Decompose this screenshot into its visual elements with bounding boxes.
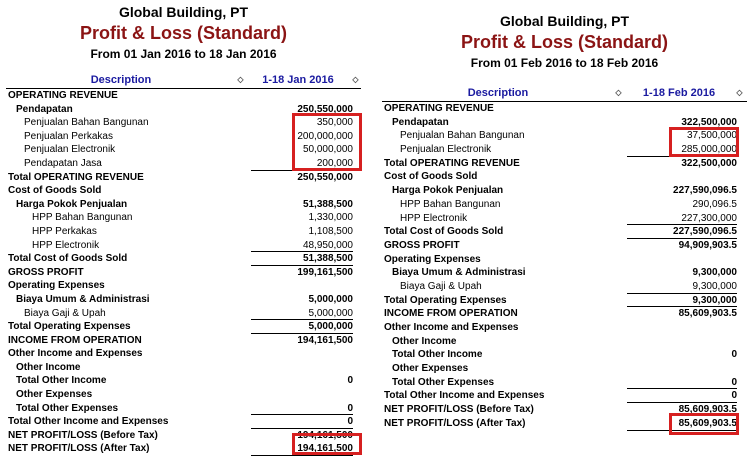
row-amount: 322,500,000: [681, 157, 737, 169]
row-label: Total Other Income and Expenses: [8, 416, 169, 428]
report-row: [382, 212, 747, 226]
sort-icon[interactable]: ◇: [736, 88, 743, 97]
report-jan: [6, 0, 361, 456]
report-row: [382, 170, 747, 184]
column-header: [6, 74, 361, 89]
report-row: [382, 198, 747, 212]
report-row: [382, 376, 747, 390]
report-row: [6, 198, 361, 212]
row-label: Other Income and Expenses: [384, 322, 519, 333]
row-label: OPERATING REVENUE: [8, 90, 118, 101]
report-row: [6, 252, 361, 266]
row-label: INCOME FROM OPERATION: [8, 334, 142, 346]
row-amount: 199,161,500: [297, 266, 353, 278]
row-amount: 0: [347, 402, 353, 414]
highlight-box: [292, 113, 362, 171]
row-amount: 85,609,903.5: [678, 308, 737, 320]
row-label: Biaya Gaji & Upah: [24, 307, 106, 319]
report-row: [382, 280, 747, 294]
row-label: Penjualan Electronik: [24, 144, 116, 156]
report-row: [382, 266, 747, 280]
row-label: Total Other Expenses: [392, 376, 495, 388]
row-amount: 285,000,000: [681, 144, 737, 156]
report-row: [382, 294, 747, 308]
highlight-box: [669, 127, 739, 157]
report-row: [6, 361, 361, 375]
row-amount: 5,000,000: [308, 293, 353, 305]
row-amount: 50,000,000: [302, 144, 353, 156]
report-period: From 01 Jan 2016 to 18 Jan 2016: [90, 47, 277, 61]
report-row: [6, 225, 361, 239]
row-amount: 250,550,000: [297, 103, 353, 115]
report-row: [6, 388, 361, 402]
col-description[interactable]: Description: [90, 74, 152, 86]
report-row: [382, 348, 747, 362]
report-row: [6, 334, 361, 348]
row-label: Total Other Income: [16, 375, 107, 387]
row-amount: 194,161,500: [297, 443, 353, 455]
row-amount: 85,609,903.5: [678, 404, 737, 416]
sort-icon[interactable]: ◇: [352, 75, 359, 84]
row-label: INCOME FROM OPERATION: [384, 308, 518, 320]
row-amount: 5,000,000: [308, 307, 353, 319]
row-amount: 9,300,000: [692, 267, 737, 279]
report-period: From 01 Feb 2016 to 18 Feb 2016: [470, 56, 659, 70]
row-label: NET PROFIT/LOSS (Before Tax): [8, 429, 158, 441]
row-amount: 227,300,000: [681, 212, 737, 224]
report-row: [382, 321, 747, 335]
row-label: Operating Expenses: [8, 280, 105, 292]
report-row: [6, 347, 361, 361]
report-row: [6, 266, 361, 280]
row-amount: 0: [347, 416, 353, 428]
row-label: Total Cost of Goods Sold: [8, 253, 128, 265]
row-label: Total Other Income and Expenses: [384, 390, 545, 402]
row-amount: 290,096.5: [692, 198, 737, 210]
row-amount: 250,550,000: [297, 171, 353, 183]
report-row: [382, 225, 747, 239]
row-amount: 5,000,000: [308, 321, 353, 333]
row-label: Pendapatan Jasa: [24, 157, 102, 169]
row-amount: 350,000: [316, 117, 353, 129]
row-amount: 0: [731, 349, 737, 361]
sort-icon[interactable]: ◇: [615, 88, 622, 97]
row-amount: 194,161,500: [297, 334, 353, 346]
row-label: Other Income: [392, 335, 457, 347]
row-amount: 9,300,000: [692, 280, 737, 292]
company-name: Global Building, PT: [499, 13, 630, 29]
row-label: HPP Perkakas: [32, 225, 97, 237]
row-label: NET PROFIT/LOSS (After Tax): [384, 417, 526, 429]
row-label: Biaya Umum & Administrasi: [392, 267, 526, 279]
report-header: [6, 0, 361, 64]
row-label: HPP Bahan Bangunan: [400, 198, 501, 210]
report-row: [6, 320, 361, 334]
row-label: Other Expenses: [392, 363, 469, 375]
report-row: [382, 335, 747, 349]
row-amount: 0: [347, 375, 353, 387]
row-label: Cost of Goods Sold: [8, 185, 102, 197]
report-row: [382, 184, 747, 198]
row-amount: 200,000,000: [297, 130, 353, 142]
row-label: Total Other Expenses: [16, 402, 119, 414]
report-row: [6, 374, 361, 388]
row-label: NET PROFIT/LOSS (After Tax): [8, 443, 150, 455]
row-label: HPP Electronik: [32, 239, 100, 251]
row-label: Total Cost of Goods Sold: [384, 226, 504, 238]
report-row: [6, 89, 361, 103]
sort-icon[interactable]: ◇: [237, 75, 244, 84]
row-amount: 9,300,000: [692, 294, 737, 306]
row-label: GROSS PROFIT: [384, 239, 460, 251]
report-row: [382, 307, 747, 321]
report-row: [6, 293, 361, 307]
row-amount: 322,500,000: [681, 116, 737, 128]
row-label: Penjualan Perkakas: [24, 130, 113, 142]
row-label: Total Operating Expenses: [384, 294, 507, 306]
report-row: [6, 402, 361, 416]
row-label: Harga Pokok Penjualan: [16, 198, 128, 210]
report-row: [6, 211, 361, 225]
row-amount: 37,500,000: [686, 130, 737, 142]
row-label: Total Operating Expenses: [8, 321, 131, 333]
row-amount: 227,590,096.5: [673, 185, 737, 197]
row-label: Other Expenses: [16, 389, 93, 401]
row-label: Total OPERATING REVENUE: [384, 157, 520, 169]
row-amount: 0: [731, 376, 737, 388]
report-row: [382, 239, 747, 253]
row-label: Penjualan Bahan Bangunan: [24, 117, 149, 129]
row-amount: 194,161,500: [297, 429, 353, 441]
col-description[interactable]: Description: [467, 87, 529, 99]
row-amount: 51,388,500: [302, 253, 353, 265]
row-label: HPP Bahan Bangunan: [32, 212, 133, 224]
report-row: [382, 102, 747, 116]
row-amount: 1,330,000: [308, 212, 353, 224]
row-label: Other Income: [16, 361, 81, 373]
row-label: NET PROFIT/LOSS (Before Tax): [384, 404, 534, 416]
report-row: [6, 184, 361, 198]
highlight-box: [669, 413, 739, 435]
report-row: [382, 389, 747, 403]
report-row: [382, 253, 747, 267]
col-amount[interactable]: 1-18 Jan 2016: [262, 74, 334, 86]
row-label: Penjualan Electronik: [400, 144, 492, 156]
report-title: Profit & Loss (Standard): [79, 23, 287, 43]
report-row: [6, 279, 361, 293]
row-label: Operating Expenses: [384, 253, 481, 265]
row-label: Harga Pokok Penjualan: [392, 185, 504, 197]
col-amount[interactable]: 1-18 Feb 2016: [642, 87, 716, 99]
row-amount: 85,609,903.5: [678, 417, 737, 429]
report-feb: [382, 0, 747, 431]
report-row: [6, 171, 361, 185]
report-row: [6, 307, 361, 321]
row-amount: 51,388,500: [302, 198, 353, 210]
row-label: Total Other Income: [392, 349, 483, 361]
report-title: Profit & Loss (Standard): [460, 32, 668, 52]
report-row: [6, 415, 361, 429]
highlight-box: [292, 433, 362, 455]
row-label: Biaya Umum & Administrasi: [16, 293, 150, 305]
report-row: [382, 157, 747, 171]
row-amount: 94,909,903.5: [678, 239, 737, 251]
row-amount: 1,108,500: [308, 225, 353, 237]
row-amount: 48,950,000: [302, 239, 353, 251]
row-label: HPP Electronik: [400, 212, 468, 224]
report-row: [382, 362, 747, 376]
row-label: Total OPERATING REVENUE: [8, 171, 144, 183]
company-name: Global Building, PT: [118, 4, 249, 20]
row-amount: 227,590,096.5: [673, 226, 737, 238]
row-label: Cost of Goods Sold: [384, 171, 478, 183]
row-label: Penjualan Bahan Bangunan: [400, 130, 525, 142]
row-label: Pendapatan: [392, 116, 449, 128]
report-row: [6, 239, 361, 253]
row-label: Other Income and Expenses: [8, 348, 143, 360]
row-amount: 0: [731, 390, 737, 402]
row-label: Biaya Gaji & Upah: [400, 280, 482, 292]
row-label: GROSS PROFIT: [8, 266, 84, 278]
total-underline: [251, 455, 353, 456]
row-amount: 200,000: [316, 157, 353, 169]
row-label: OPERATING REVENUE: [384, 103, 494, 114]
report-header: [382, 0, 747, 75]
column-header: [382, 87, 747, 102]
row-label: Pendapatan: [16, 103, 73, 115]
